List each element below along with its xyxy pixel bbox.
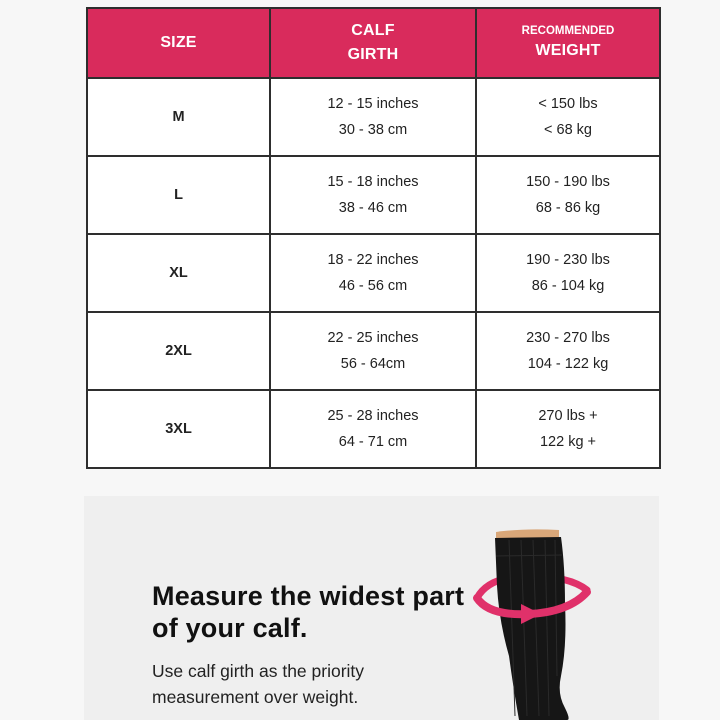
weight-lbs: 230 - 270 lbs: [526, 330, 610, 346]
weight-lbs: 150 - 190 lbs: [526, 174, 610, 190]
girth-cell: [270, 156, 476, 234]
girth-inches: 12 - 15 inches: [327, 96, 419, 112]
table-row: [87, 78, 660, 156]
size-cell: 3XL: [87, 390, 270, 468]
girth-cell: [270, 234, 476, 312]
header-size: SIZE: [87, 8, 270, 78]
measure-instructions-panel: [84, 496, 659, 720]
measure-subtitle: Use calf girth as the priority measurement over weight.: [152, 661, 365, 707]
weight-cell: [476, 156, 660, 234]
girth-cell: [270, 312, 476, 390]
weight-lbs: < 150 lbs: [538, 96, 598, 112]
size-cell: M: [87, 78, 270, 156]
table-header-row: [87, 8, 660, 78]
girth-cm: 30 - 38 cm: [338, 122, 408, 138]
girth-cell: [270, 390, 476, 468]
girth-cm: 56 - 64cm: [340, 356, 406, 372]
measure-title: Measure the widest part of your calf.: [152, 581, 465, 643]
size-chart-table: [86, 7, 661, 469]
size-cell: 2XL: [87, 312, 270, 390]
weight-lbs: 190 - 230 lbs: [526, 252, 610, 268]
table-row: [87, 312, 660, 390]
header-recommended-weight: RECOMMENDED WEIGHT: [476, 8, 660, 78]
weight-kg: 104 - 122 kg: [527, 356, 609, 372]
girth-inches: 25 - 28 inches: [327, 408, 419, 424]
weight-cell: [476, 78, 660, 156]
size-cell: XL: [87, 234, 270, 312]
girth-cell: [270, 78, 476, 156]
weight-kg: < 68 kg: [544, 122, 592, 138]
weight-cell: [476, 390, 660, 468]
weight-kg: 122 kg +: [539, 434, 597, 450]
table-row: [87, 234, 660, 312]
girth-inches: 15 - 18 inches: [327, 174, 419, 190]
girth-inches: 22 - 25 inches: [327, 330, 419, 346]
weight-kg: 68 - 86 kg: [535, 200, 601, 216]
compression-sock-icon: [469, 526, 599, 720]
weight-lbs: 270 lbs +: [538, 408, 598, 424]
girth-cm: 64 - 71 cm: [338, 434, 408, 450]
girth-cm: 46 - 56 cm: [338, 278, 408, 294]
girth-cm: 38 - 46 cm: [338, 200, 408, 216]
header-calf-girth: CALF GIRTH: [270, 8, 476, 78]
weight-cell: [476, 312, 660, 390]
girth-inches: 18 - 22 inches: [327, 252, 419, 268]
table-row: [87, 390, 660, 468]
weight-kg: 86 - 104 kg: [531, 278, 605, 294]
table-row: [87, 156, 660, 234]
size-cell: L: [87, 156, 270, 234]
weight-cell: [476, 234, 660, 312]
